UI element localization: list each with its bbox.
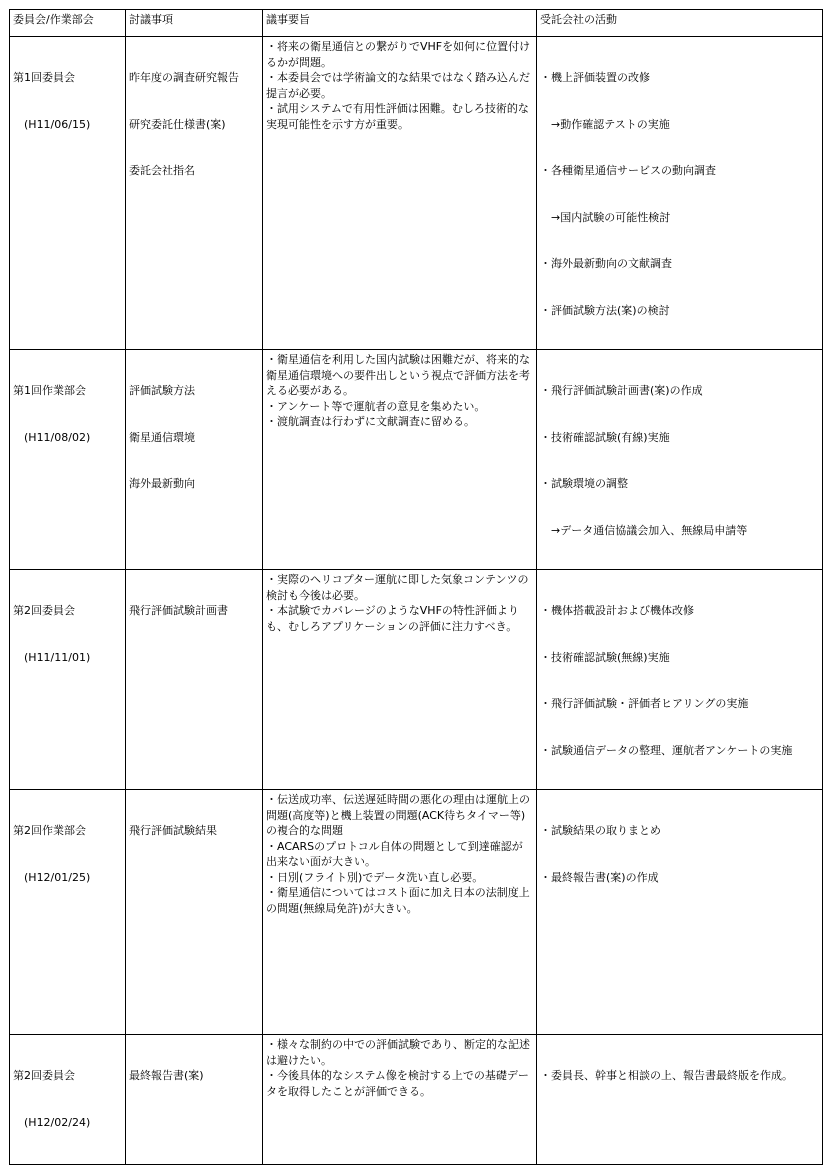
topics-cell [126,1035,263,1165]
meeting-name: 第2回作業部会 [13,824,86,837]
summary-cell: ・将来の衛星通信との繋がりでVHFを如何に位置付けるかが問題。 ・本委員会では学術論文的な結果ではなく踏み込んだ提言が必要。 ・試用システムで有用性評価は困難。むしろ技術的な実現可能性を示す方が重要。 [263,37,537,350]
meeting-name: 第2回委員会 [13,604,75,617]
activities-cell [537,1035,823,1165]
activity-item: ・機体搭載設計および機体改修 [540,604,694,617]
activity-item: ・技術確認試験(無線)実施 [540,650,670,664]
activity-item: ・飛行評価試験計画書(案)の作成 [540,384,703,397]
activity-item: →データ通信協議会加入、無線局申請等 [540,523,748,537]
meeting-date: (H12/01/25) [13,870,91,884]
summary-cell: ・伝送成功率、伝送遅延時間の悪化の理由は運航上の問題(高度等)と機上装置の問題(ACK待ちタイマー等)の複合的な問題 ・ACARSのプロトコル自体の問題として到達確認が出来ない面が大きい。 ・日別(フライト別)でデータ洗い直し必要。 ・衛星通信についてはコスト面に加え日本の法制度上の問題(無線局免許)が大きい。 [263,790,537,1035]
header-summary: 議事要旨 [263,10,537,37]
summary-cell: ・様々な制約の中での評価試験であり、断定的な記述は避けたい。 ・今後具体的なシステム像を検討する上での基礎データを取得したことが評価できる。 [263,1035,537,1165]
table-row [10,570,823,790]
topic-item: 評価試験方法 [129,384,195,397]
minutes-table [9,9,823,1165]
meeting-name: 第2回委員会 [13,1069,75,1082]
activities-cell [537,37,823,350]
topic-item: 衛星通信環境 [129,430,195,444]
table-row [10,37,823,350]
summary-cell: ・衛星通信を利用した国内試験は困難だが、将来的な衛星通信環境への要件出しという視点で評価方法を考える必要がある。 ・アンケート等で運航者の意見を集めたい。 ・渡航調査は行わずに文献調査に留める。 [263,350,537,570]
meeting-name: 第1回委員会 [13,71,75,84]
summary-cell: ・実際のヘリコプター運航に即した気象コンテンツの検討も今後は必要。 ・本試験でカバレージのようなVHFの特性評価よりも、むしろアプリケーションの評価に注力すべき。 [263,570,537,790]
meeting-cell [10,790,126,1035]
meeting-date: (H11/11/01) [13,650,91,664]
table-row [10,790,823,1035]
topics-cell [126,790,263,1035]
meeting-cell [10,37,126,350]
activity-item: ・機上評価装置の改修 [540,71,650,84]
meeting-cell [10,1035,126,1165]
activities-cell [537,790,823,1035]
topic-item: 昨年度の調査研究報告 [129,71,239,84]
activity-item: ・各種衛星通信サービスの動向調査 [540,164,716,177]
topics-cell [126,350,263,570]
topic-item: 飛行評価試験計画書 [129,604,228,617]
activity-item: ・飛行評価試験・評価者ヒアリングの実施 [540,697,749,710]
activity-item: ・試験結果の取りまとめ [540,824,661,837]
activity-item: ・試験環境の調整 [540,477,628,490]
meeting-date: (H11/08/02) [13,430,91,444]
topics-cell [126,37,263,350]
activity-item: →国内試験の可能性検討 [540,210,671,224]
activity-item: ・試験通信データの整理、運航者アンケートの実施 [540,743,793,757]
header-topics: 討議事項 [126,10,263,37]
header-meeting: 委員会/作業部会 [10,10,126,37]
topic-item: 海外最新動向 [129,477,195,490]
activity-item: ・技術確認試験(有線)実施 [540,430,670,444]
topic-item: 委託会社指名 [129,164,195,177]
activity-item: ・評価試験方法(案)の検討 [540,303,670,317]
topic-item: 研究委託仕様書(案) [129,117,226,131]
topic-item: 最終報告書(案) [129,1069,204,1082]
activity-item: →動作確認テストの実施 [540,117,670,131]
meeting-date: (H11/06/15) [13,117,91,131]
activities-cell [537,350,823,570]
activities-cell [537,570,823,790]
table-row [10,1035,823,1165]
meeting-cell [10,570,126,790]
meeting-name: 第1回作業部会 [13,384,86,397]
header-activities: 受託会社の活動 [537,10,823,37]
header-row [10,10,823,37]
activity-item: ・海外最新動向の文献調査 [540,257,672,270]
activity-item: ・最終報告書(案)の作成 [540,870,659,884]
activity-item: ・委員長、幹事と相談の上、報告書最終版を作成。 [540,1069,793,1082]
meeting-cell [10,350,126,570]
meeting-date: (H12/02/24) [13,1115,91,1129]
topic-item: 飛行評価試験結果 [129,824,217,837]
topics-cell [126,570,263,790]
table-row [10,350,823,570]
